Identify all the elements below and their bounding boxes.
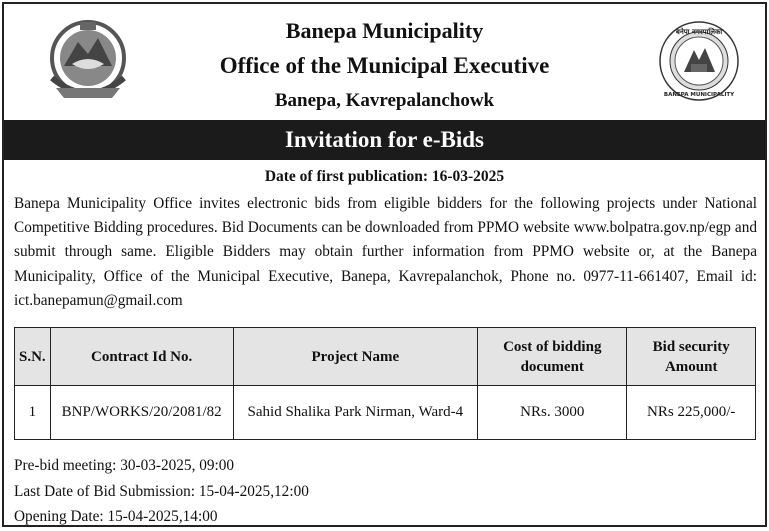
bids-table-wrapper: [14, 327, 756, 440]
office-name: Office of the Municipal Executive: [219, 53, 550, 78]
opening-date: Opening Date: 15-04-2025,14:00: [14, 508, 218, 525]
last-submission-date: Last Date of Bid Submission: 15-04-2025,12:00: [14, 482, 309, 500]
cell-security: NRs 225,000/-: [627, 386, 756, 440]
notice-title-banner: Invitation for e-Bids: [4, 120, 765, 160]
table-row: [15, 386, 756, 440]
header-sn: S.N.: [15, 328, 51, 386]
notice-paragraph: Banepa Municipality Office invites electronic bids from eligible bidders for the following projects under National Competitive Bidding procedures. Bid Documents can be downloaded from PPMO website www.bolpatra.gov.np/egp and submit through same. Eligible Bidders may obtain further information from PPMO website or, at the Banepa Municipality, Office of the Municipal Executive, Banepa, Kavrepalanchok, Phone no. 0977-11-661407, Email id: ict.banepamun@gmail.com: [14, 195, 757, 309]
seal-top-text: बनेपा नगरपालिका: [675, 28, 723, 36]
notice-page: [2, 2, 767, 527]
seal-bottom-text: BANEPA MUNICIPALITY: [663, 92, 735, 98]
municipality-seal-icon: [658, 20, 740, 102]
schedule-info: [14, 453, 309, 530]
bids-table: [14, 327, 756, 440]
header-security-line1: Bid security: [652, 338, 730, 355]
cell-contract-id: BNP/WORKS/20/2081/82: [50, 386, 233, 440]
table-header-row: [15, 328, 756, 386]
cell-sn: 1: [15, 386, 51, 440]
header-security: [627, 328, 756, 386]
cell-cost: NRs. 3000: [478, 386, 627, 440]
header-contract-id: Contract Id No.: [50, 328, 233, 386]
header: [4, 4, 765, 118]
cell-project-name: Sahid Shalika Park Nirman, Ward-4: [233, 386, 478, 440]
municipality-name: Banepa Municipality: [285, 18, 484, 43]
prebid-meeting: Pre-bid meeting: 30-03-2025, 09:00: [14, 457, 235, 474]
header-security-line2: Amount: [664, 358, 718, 375]
header-cost: [478, 328, 627, 386]
header-cost-line1: Cost of bidding: [503, 338, 602, 355]
publication-date: Date of first publication: 16-03-2025: [264, 168, 505, 185]
header-project-name: Project Name: [233, 328, 478, 386]
office-location: Banepa, Kavrepalanchowk: [274, 90, 495, 111]
header-cost-line2: document: [520, 358, 584, 375]
